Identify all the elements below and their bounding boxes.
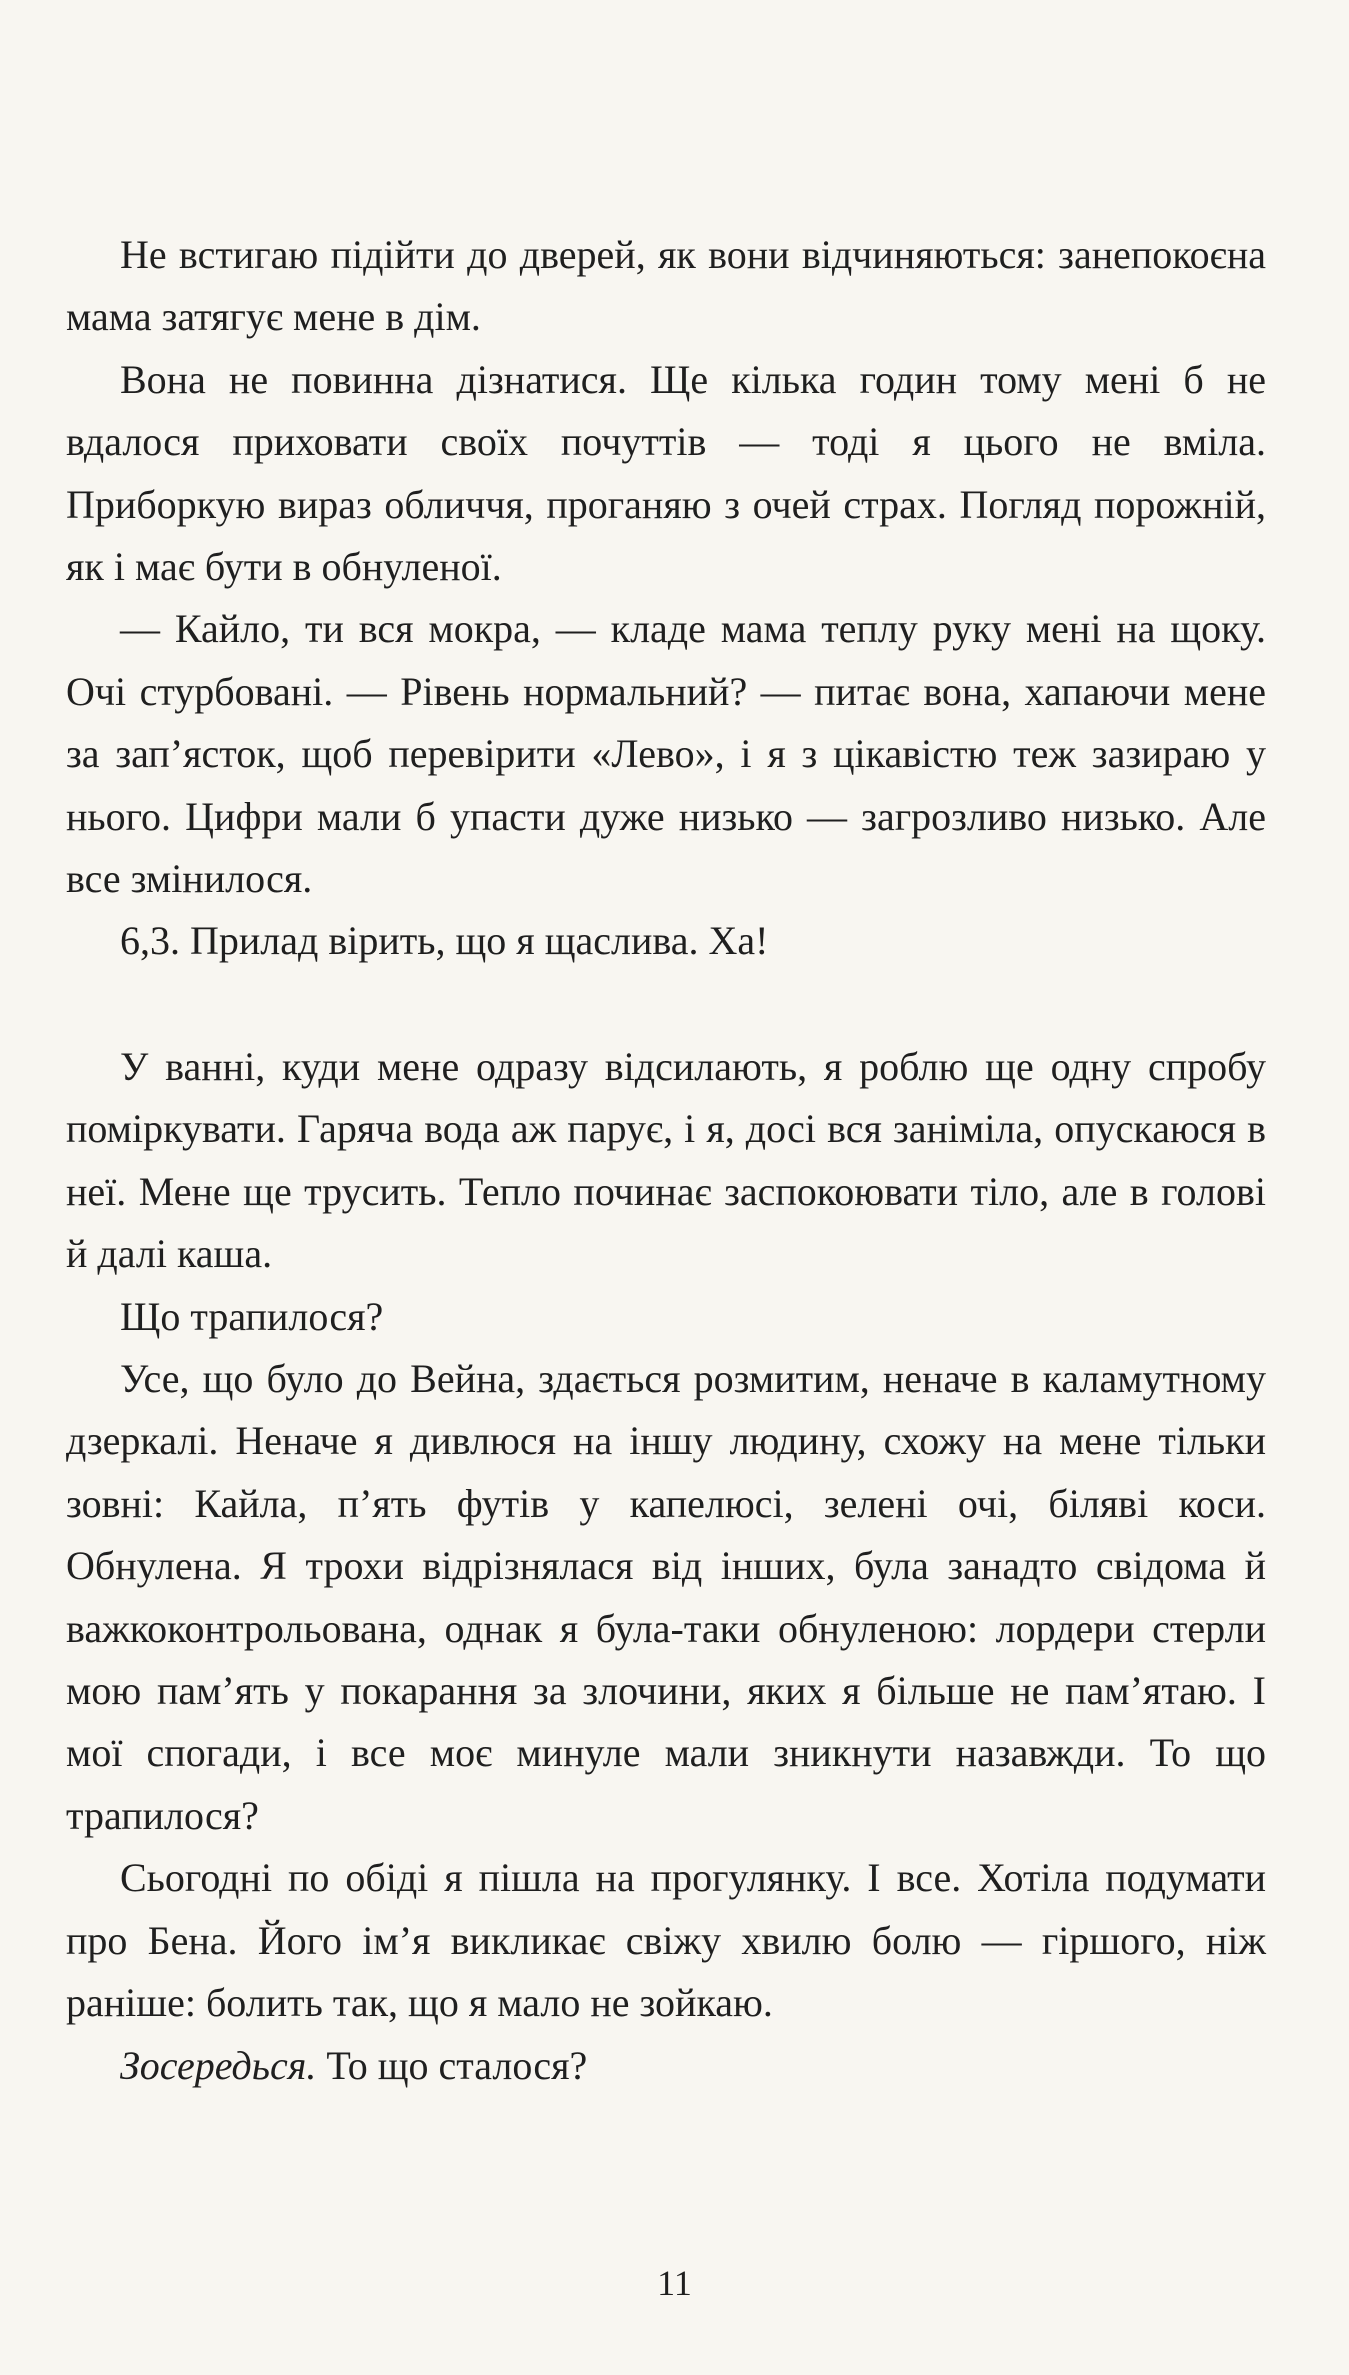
text-section-1 [66,224,1266,973]
paragraph: Не встигаю підійти до дверей, як вони відчиняються: занепокоєна мама затягує мене в дім. [66,232,1266,340]
italic-phrase: Зосередься. [120,2042,317,2088]
page-number: 11 [657,2263,692,2303]
paragraph: Вона не повинна дізнатися. Ще кілька годин тому мені б не вдалося приховати своїх почуттів — тоді я цього не вміла. Приборкую вираз обличчя, проганяю з очей страх. Погляд порожній, як і має бути в обнуленої. [66,356,1266,590]
paragraph: Усе, що було до Вейна, здається розмитим, неначе в каламутному дзеркалі. Неначе я дивлюся на іншу людину, схожу на мене тільки зовні: Кайла, п’ять футів у капелюсі, зелені очі, біляві коси. Обнулена. Я трохи відрізнялася від інших, була занадто свідома й важкоконтрольована, однак я була-таки обнуленою: лордери стерли мою пам’ять у покарання за злочини, яких я більше не пам’ятаю. І мої спогади, і все моє минуле мали зникнути назавжди. То що трапилося? [66,1356,1266,1838]
paragraph [66,2035,1266,2097]
paragraph: Що трапилося? [120,1293,384,1339]
paragraph: 6,3. Прилад вірить, що я щаслива. Ха! [120,918,769,964]
text-section-2 [66,1036,1266,2097]
paragraph: Сьогодні по обіді я пішла на прогулянку. І все. Хотіла подумати про Бена. Його ім’я викликає свіжу хвилю болю — гіршого, ніж раніше: болить так, що я мало не зойкаю. [66,1855,1266,2026]
paragraph: — Кайло, ти вся мокра, — кладе мама теплу руку мені на щоку. Очі стурбовані. — Рівень нормальний? — питає вона, хапаючи мене за зап’ясток, щоб перевірити «Лево», і я з цікавістю теж зазираю у нього. Цифри мали б упасти дуже низько — загрозливо низько. Але все змінилося. [66,606,1266,902]
paragraph: У ванні, куди мене одразу відсилають, я роблю ще одну спробу поміркувати. Гаряча вода аж парує, і я, досі вся заніміла, опускаюся в неї. Мене ще трусить. Тепло починає заспокоювати тіло, але в голові й далі каша. [66,1044,1266,1277]
paragraph-text: То що сталося? [316,2042,588,2088]
